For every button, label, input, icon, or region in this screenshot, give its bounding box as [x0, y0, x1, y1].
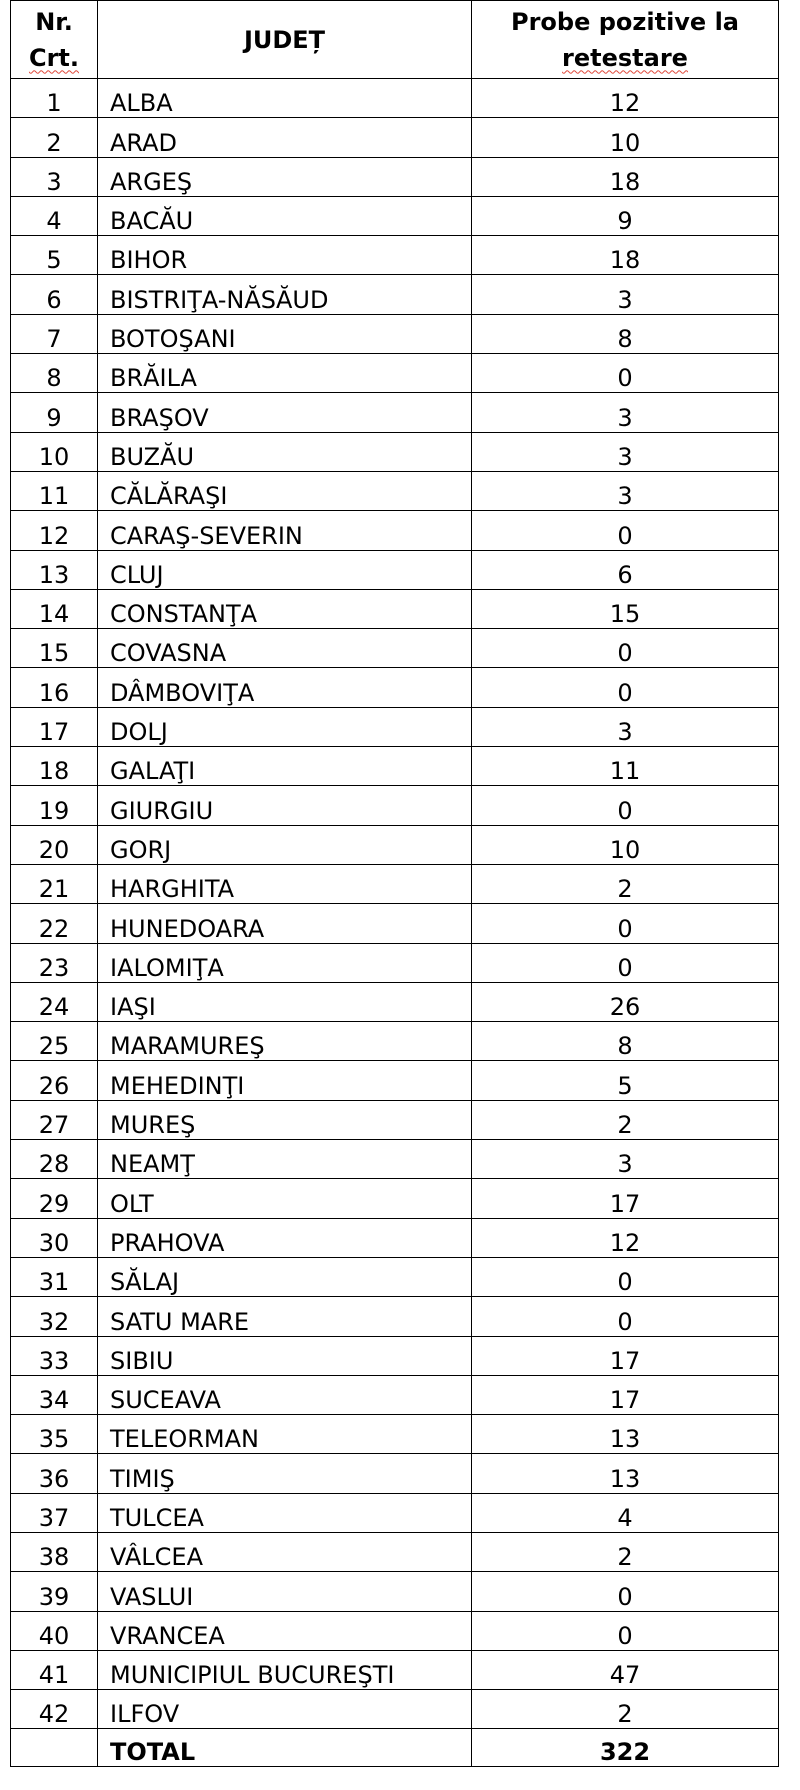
county-name: HARGHITA	[98, 864, 472, 903]
row-number: 28	[11, 1140, 98, 1179]
row-number: 17	[11, 707, 98, 746]
row-number: 24	[11, 982, 98, 1021]
table-row	[11, 904, 779, 943]
row-number: 37	[11, 1493, 98, 1532]
county-name: CĂLĂRAŞI	[98, 471, 472, 510]
table-header	[11, 1, 779, 79]
county-name: DOLJ	[98, 707, 472, 746]
table-row	[11, 1061, 779, 1100]
county-name: VASLUI	[98, 1572, 472, 1611]
county-name: BIHOR	[98, 236, 472, 275]
row-number: 5	[11, 236, 98, 275]
table-row	[11, 1493, 779, 1532]
county-name: CLUJ	[98, 550, 472, 589]
table-row	[11, 393, 779, 432]
table-row	[11, 511, 779, 550]
county-name: VRANCEA	[98, 1611, 472, 1650]
row-number: 23	[11, 943, 98, 982]
row-number: 2	[11, 118, 98, 157]
header-nr-crt	[11, 1, 98, 79]
header-judet	[98, 1, 472, 79]
table-row	[11, 1100, 779, 1139]
row-number: 4	[11, 196, 98, 235]
table-row	[11, 314, 779, 353]
positive-samples-value: 2	[472, 1532, 779, 1571]
county-name: ALBA	[98, 79, 472, 118]
county-name: PRAHOVA	[98, 1218, 472, 1257]
table-row	[11, 589, 779, 628]
positive-samples-value: 17	[472, 1179, 779, 1218]
row-number: 20	[11, 825, 98, 864]
total-label: TOTAL	[98, 1729, 472, 1767]
positive-samples-value: 0	[472, 1611, 779, 1650]
county-name: BACĂU	[98, 196, 472, 235]
positive-samples-value: 13	[472, 1415, 779, 1454]
county-name: COVASNA	[98, 629, 472, 668]
table-row	[11, 864, 779, 903]
county-name: HUNEDOARA	[98, 904, 472, 943]
county-name: SUCEAVA	[98, 1375, 472, 1414]
positive-samples-value: 26	[472, 982, 779, 1021]
header-judet-label: JUDEȚ	[243, 25, 326, 54]
table-row	[11, 786, 779, 825]
row-number: 34	[11, 1375, 98, 1414]
positive-samples-value: 0	[472, 629, 779, 668]
table-row	[11, 354, 779, 393]
positive-samples-value: 47	[472, 1650, 779, 1689]
table-row	[11, 1375, 779, 1414]
positive-samples-value: 0	[472, 943, 779, 982]
row-number: 42	[11, 1690, 98, 1729]
row-number: 33	[11, 1336, 98, 1375]
table-row	[11, 1140, 779, 1179]
header-nr-line1: Nr.	[35, 7, 73, 36]
row-number: 15	[11, 629, 98, 668]
header-value-line2: retestare	[562, 43, 688, 72]
row-number: 10	[11, 432, 98, 471]
positive-samples-value: 2	[472, 864, 779, 903]
positive-samples-value: 12	[472, 79, 779, 118]
table-row	[11, 471, 779, 510]
county-name: VÂLCEA	[98, 1532, 472, 1571]
county-name: DÂMBOVIŢA	[98, 668, 472, 707]
header-probe-pozitive	[472, 1, 779, 79]
positive-samples-value: 6	[472, 550, 779, 589]
table-body	[11, 79, 779, 1767]
county-name: ARAD	[98, 118, 472, 157]
positive-samples-value: 2	[472, 1100, 779, 1139]
table-row	[11, 1179, 779, 1218]
positive-samples-value: 18	[472, 236, 779, 275]
table-row	[11, 982, 779, 1021]
row-number: 32	[11, 1297, 98, 1336]
positive-samples-value: 10	[472, 825, 779, 864]
positive-samples-value: 3	[472, 393, 779, 432]
row-number: 16	[11, 668, 98, 707]
header-nr-line2: Crt.	[28, 43, 80, 72]
county-name: CARAŞ-SEVERIN	[98, 511, 472, 550]
county-name: IALOMIŢA	[98, 943, 472, 982]
positive-samples-value: 0	[472, 1257, 779, 1296]
row-number: 6	[11, 275, 98, 314]
county-name: TELEORMAN	[98, 1415, 472, 1454]
county-name: OLT	[98, 1179, 472, 1218]
county-name: BOTOŞANI	[98, 314, 472, 353]
table-row	[11, 236, 779, 275]
table-row	[11, 1257, 779, 1296]
table-row	[11, 1297, 779, 1336]
row-number: 29	[11, 1179, 98, 1218]
county-name: BRAŞOV	[98, 393, 472, 432]
county-name: GALAŢI	[98, 747, 472, 786]
table-row	[11, 1218, 779, 1257]
row-number: 36	[11, 1454, 98, 1493]
row-number: 40	[11, 1611, 98, 1650]
row-number: 39	[11, 1572, 98, 1611]
row-number: 35	[11, 1415, 98, 1454]
county-name: BISTRIŢA-NĂSĂUD	[98, 275, 472, 314]
county-name: BUZĂU	[98, 432, 472, 471]
positive-samples-value: 3	[472, 432, 779, 471]
county-name: ARGEŞ	[98, 157, 472, 196]
positive-samples-value: 0	[472, 668, 779, 707]
positive-samples-value: 2	[472, 1690, 779, 1729]
table-row	[11, 118, 779, 157]
table-row	[11, 157, 779, 196]
table-row	[11, 1572, 779, 1611]
row-number: 3	[11, 157, 98, 196]
positive-samples-value: 5	[472, 1061, 779, 1100]
row-number: 9	[11, 393, 98, 432]
positive-samples-value: 0	[472, 354, 779, 393]
row-number: 21	[11, 864, 98, 903]
county-name: TIMIŞ	[98, 1454, 472, 1493]
row-number: 25	[11, 1022, 98, 1061]
table-row	[11, 1454, 779, 1493]
positive-samples-value: 17	[472, 1375, 779, 1414]
table-row	[11, 196, 779, 235]
table-row	[11, 1022, 779, 1061]
table-row	[11, 275, 779, 314]
row-number: 27	[11, 1100, 98, 1139]
county-name: MEHEDINŢI	[98, 1061, 472, 1100]
positive-samples-value: 0	[472, 786, 779, 825]
table-row	[11, 1611, 779, 1650]
county-name: IAŞI	[98, 982, 472, 1021]
table-row	[11, 550, 779, 589]
table-row	[11, 1415, 779, 1454]
table-row	[11, 1532, 779, 1571]
row-number: 13	[11, 550, 98, 589]
table-row	[11, 1690, 779, 1729]
positive-samples-value: 10	[472, 118, 779, 157]
positive-samples-value: 0	[472, 511, 779, 550]
row-number: 11	[11, 471, 98, 510]
county-name: ILFOV	[98, 1690, 472, 1729]
county-name: MUREŞ	[98, 1100, 472, 1139]
table-row	[11, 707, 779, 746]
positive-samples-value: 17	[472, 1336, 779, 1375]
county-name: BRĂILA	[98, 354, 472, 393]
row-number: 14	[11, 589, 98, 628]
county-name: GIURGIU	[98, 786, 472, 825]
table-row	[11, 943, 779, 982]
row-number: 30	[11, 1218, 98, 1257]
table-row	[11, 79, 779, 118]
table-row	[11, 1650, 779, 1689]
county-name: GORJ	[98, 825, 472, 864]
total-row	[11, 1729, 779, 1767]
positive-samples-value: 8	[472, 1022, 779, 1061]
row-number: 19	[11, 786, 98, 825]
table-row	[11, 825, 779, 864]
table-row	[11, 1336, 779, 1375]
county-name: TULCEA	[98, 1493, 472, 1532]
positive-samples-value: 12	[472, 1218, 779, 1257]
county-name: CONSTANŢA	[98, 589, 472, 628]
row-number: 1	[11, 79, 98, 118]
table-row	[11, 629, 779, 668]
positive-samples-value: 15	[472, 589, 779, 628]
table-row	[11, 747, 779, 786]
header-value-line1: Probe pozitive la	[511, 7, 739, 36]
row-number: 12	[11, 511, 98, 550]
row-number: 31	[11, 1257, 98, 1296]
positive-samples-value: 13	[472, 1454, 779, 1493]
row-number: 38	[11, 1532, 98, 1571]
positive-samples-value: 11	[472, 747, 779, 786]
positive-samples-value: 9	[472, 196, 779, 235]
positive-samples-value: 3	[472, 471, 779, 510]
row-number: 8	[11, 354, 98, 393]
positive-samples-value: 8	[472, 314, 779, 353]
county-name: MUNICIPIUL BUCUREŞTI	[98, 1650, 472, 1689]
total-row-number	[11, 1729, 98, 1767]
header-row	[11, 1, 779, 79]
total-value: 322	[472, 1729, 779, 1767]
county-name: NEAMŢ	[98, 1140, 472, 1179]
county-name: SĂLAJ	[98, 1257, 472, 1296]
row-number: 41	[11, 1650, 98, 1689]
positive-samples-value: 0	[472, 1297, 779, 1336]
positive-samples-value: 0	[472, 904, 779, 943]
county-name: MARAMUREŞ	[98, 1022, 472, 1061]
county-name: SIBIU	[98, 1336, 472, 1375]
row-number: 7	[11, 314, 98, 353]
positive-samples-value: 0	[472, 1572, 779, 1611]
row-number: 26	[11, 1061, 98, 1100]
county-results-table	[10, 0, 779, 1767]
row-number: 22	[11, 904, 98, 943]
row-number: 18	[11, 747, 98, 786]
table-row	[11, 668, 779, 707]
county-name: SATU MARE	[98, 1297, 472, 1336]
positive-samples-value: 3	[472, 275, 779, 314]
positive-samples-value: 3	[472, 707, 779, 746]
positive-samples-value: 18	[472, 157, 779, 196]
table-row	[11, 432, 779, 471]
positive-samples-value: 4	[472, 1493, 779, 1532]
positive-samples-value: 3	[472, 1140, 779, 1179]
